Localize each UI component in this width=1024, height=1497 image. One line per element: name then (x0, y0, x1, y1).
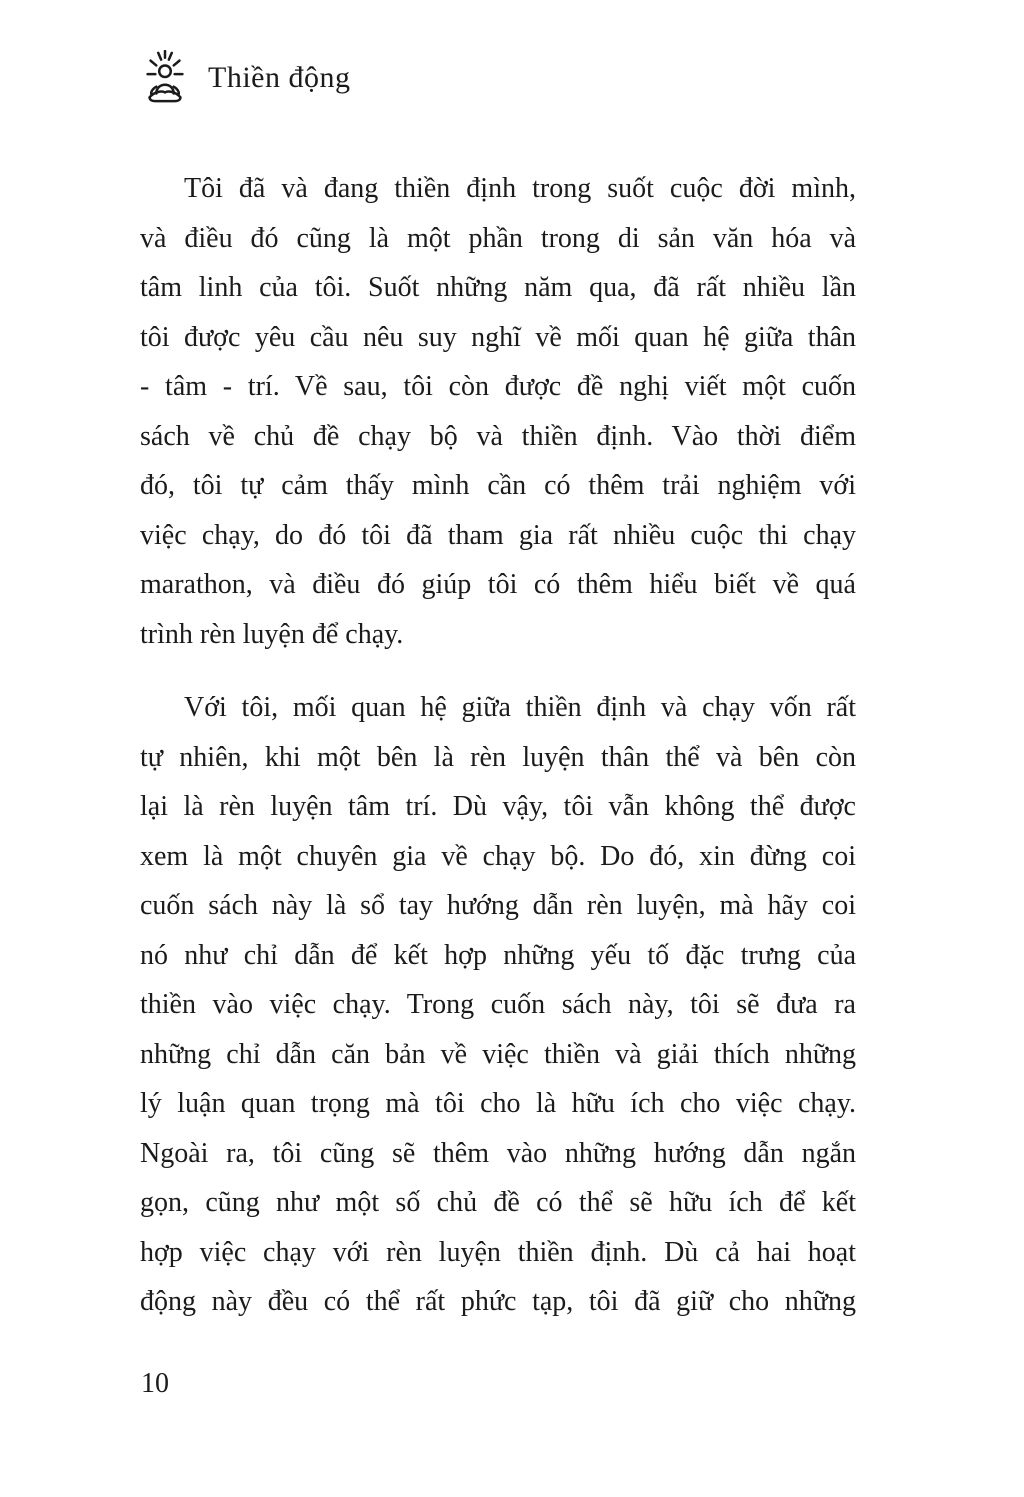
text-line: tôi được yêu cầu nêu suy nghĩ về mối quan hệ giữa thân (140, 321, 856, 353)
text-line: những chỉ dẫn căn bản về việc thiền và giải thích những (140, 1038, 856, 1070)
paragraph-1 (140, 164, 856, 659)
text-line: Với tôi, mối quan hệ giữa thiền định và chạy vốn rất (184, 692, 856, 723)
text-line: trình rèn luyện để chạy. (140, 618, 404, 650)
page-number: 10 (141, 1368, 169, 1399)
text-line: sách về chủ đề chạy bộ và thiền định. Vào thời điểm (140, 420, 856, 452)
text-line: lý luận quan trọng mà tôi cho là hữu ích cho việc chạy. (140, 1088, 856, 1119)
text-line: và điều đó cũng là một phần trong di sản văn hóa và (140, 222, 856, 254)
text-line: hợp việc chạy với rèn luyện thiền định. Dù cả hai hoạt (140, 1236, 856, 1268)
text-line: việc chạy, do đó tôi đã tham gia rất nhiều cuộc thi chạy (140, 519, 856, 551)
meditation-icon (136, 50, 194, 106)
text-line: Tôi đã và đang thiền định trong suốt cuộc đời mình, (184, 173, 856, 204)
page-body (140, 164, 856, 1327)
text-line: Ngoài ra, tôi cũng sẽ thêm vào những hướng dẫn ngắn (140, 1137, 856, 1169)
text-line: đó, tôi tự cảm thấy mình cần có thêm trải nghiệm với (140, 470, 856, 501)
text-line: cuốn sách này là sổ tay hướng dẫn rèn luyện, mà hãy coi (140, 890, 856, 921)
text-line: tự nhiên, khi một bên là rèn luyện thân thể và bên còn (140, 741, 856, 773)
text-line: động này đều có thể rất phức tạp, tôi đã giữ cho những (140, 1286, 856, 1317)
text-line: nó như chỉ dẫn để kết hợp những yếu tố đặc trưng của (140, 939, 856, 971)
text-line: xem là một chuyên gia về chạy bộ. Do đó, xin đừng coi (140, 840, 856, 872)
text-line: lại là rèn luyện tâm trí. Dù vậy, tôi vẫn không thể được (140, 791, 856, 822)
text-line: tâm linh của tôi. Suốt những năm qua, đã rất nhiều lần (140, 272, 856, 303)
running-header (136, 50, 350, 106)
running-head-title: Thiền động (208, 61, 351, 94)
paragraph-2 (140, 683, 856, 1327)
text-line: marathon, và điều đó giúp tôi có thêm hiểu biết về quá (140, 569, 856, 600)
text-line: thiền vào việc chạy. Trong cuốn sách này, tôi sẽ đưa ra (140, 989, 856, 1020)
text-line: - tâm - trí. Về sau, tôi còn được đề nghị viết một cuốn (140, 371, 856, 402)
text-line: gọn, cũng như một số chủ đề có thể sẽ hữu ích để kết (140, 1187, 856, 1218)
